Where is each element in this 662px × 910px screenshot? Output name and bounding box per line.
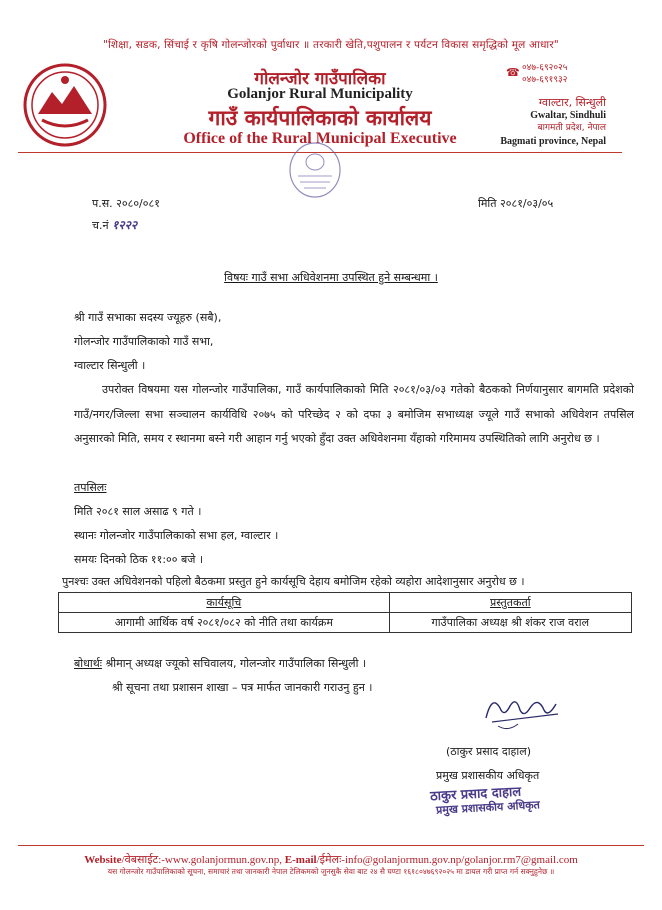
website-label: Website [84, 854, 122, 866]
municipality-name-en: Golanjor Rural Municipality [227, 86, 413, 102]
phone-numbers [522, 62, 567, 86]
agenda-header-presenter: प्रस्तुतकर्ता [389, 593, 631, 613]
office-name-en: Office of the Rural Municipal Executive [183, 130, 457, 147]
office-name-np: गाउँ कार्यपालिकाको कार्यालय [208, 106, 432, 130]
subject-text: विषयः गाउँ सभा अधिवेशनमा उपस्थित हुने सम्बन्धमा । [224, 271, 438, 284]
letter-subject [0, 270, 662, 285]
dispatch-label: च.नं [92, 219, 109, 232]
address-np: ग्वाल्टार, सिन्धुली [538, 96, 606, 109]
detail-place: स्थानः गोलन्जोर गाउँपालिकाको सभा हल, ग्वाल्टार । [74, 529, 279, 542]
footer-contact [0, 852, 662, 867]
reference-number: प.स. २०८०/०८१ [92, 197, 160, 210]
detail-time: समयः दिनको ठिक ११:०० बजे । [74, 553, 204, 566]
slogan: "शिक्षा, सडक, सिंचाई र कृषि गोलन्जोरको पुर्वाधार ॥ तरकारी खेति,पशुपालन र पर्यटन विकास समृद्धिको मूल आधार" [103, 39, 559, 51]
footer-notice: यस गोलन्जोर गाउँपालिकाको सूचना, समाचारं तथा जानकारी नेपाल टेलिकमको जुनसुकै सेवा बाट २४ सै घण्टा १६१८०४७६९२०२५ मा डायल गरी प्राप्त गर्न सक्नुहुनेछ ॥ [107, 867, 555, 876]
phone-2: ०४७-६९१९३२ [522, 75, 568, 85]
phone-icon: ☎ [506, 66, 520, 79]
postscript: पुनश्चः उक्त अधिवेशनको पहिलो बैठकमा प्रस्तुत हुने कार्यसूचि देहाय बमोजिम रहेको व्यहोरा आदेशानुसार अनुरोध छ । [62, 575, 525, 588]
letter-date: मिति २०८१/०३/०५ [478, 197, 554, 210]
cc-recipient-2: श्री सूचना तथा प्रशासन शाखा – पत्र मार्फत जानकारी गराउनु हुन । [112, 681, 373, 694]
office-seal-stamp [288, 140, 342, 200]
phone-1: ०४७-६९२०२५ [522, 63, 568, 73]
province-en: Bagmati province, Nepal [500, 136, 606, 147]
signer-designation: प्रमुख प्रशासकीय अधिकृत [436, 769, 540, 782]
signature-stamp-name: ठाकुर प्रसाद दाहाल [429, 784, 522, 805]
agenda-item-cell: आगामी आर्थिक वर्ष २०८१/०८२ को नीति तथा कार्यक्रम [59, 613, 390, 633]
cc-recipient-1: श्रीमान् अध्यक्ष ज्यूको सचिवालय, गोलन्जोर गाउँपालिका सिन्धुली । [102, 657, 367, 670]
agenda-header-item: कार्यसूचि [59, 593, 390, 613]
addressee-line-2: गोलन्जोर गाउँपालिकाको गाउँ सभा, [74, 335, 214, 348]
signer-name: (ठाकुर प्रसाद दाहाल) [446, 745, 531, 758]
signature-stamp-designation: प्रमुख प्रशासकीय अधिकृत [435, 798, 541, 817]
cc-line-1 [74, 656, 366, 671]
email-label: E-mail [284, 854, 317, 866]
table-row [59, 613, 632, 633]
email-link[interactable]: -info@golanjormun.gov.np/golanjor.rm7@gmail.com [341, 854, 578, 866]
cc-label: बोधार्थः [74, 657, 102, 670]
agenda-table [58, 592, 632, 633]
handwritten-signature [478, 688, 568, 732]
agenda-presenter-cell: गाउँपालिका अध्यक्ष श्री शंकर राज वराल [389, 613, 631, 633]
detail-date: मिति २०८१ साल असाढ ९ गते । [74, 505, 202, 518]
municipality-name-np: गोलन्जोर गाउँपालिका [254, 69, 386, 89]
dispatch-value: १२२२ [112, 218, 138, 232]
website-label-np: /वेबसाईट [121, 854, 159, 866]
letter-body: उपरोक्त विषयमा यस गोलन्जोर गाउँपालिका, गाउँ कार्यपालिकाको मिति २०८१/०३/०३ गतेको बैठकको निर्णयानुसार बागमति प्रदेशको गाउँ/नगर/जिल्ला सभा सञ्चालन कार्यविधि २०७५ को परिच्छेद २ को दफा ३ बमोजिम सभाध्यक्ष ज्यूले गाउँ सभाको अधिवेशन तपसिल अनुसारको मिति, समय र स्थानमा बस्ने गरी आहान गर्नु भएको हुँदा उक्त अधिवेशनमा यँहाको गरिमामय उपस्थितिको लागि अनुरोध छ । [74, 383, 634, 445]
province-np: बागमती प्रदेश, नेपाल [537, 123, 606, 133]
municipality-emblem [22, 62, 108, 148]
email-label-np: /ईमेलः [316, 854, 342, 866]
address-en: Gwaltar, Sindhuli [530, 110, 606, 121]
footer-rule [18, 845, 644, 846]
dispatch-number [92, 216, 137, 233]
addressee-line-1: श्री गाउँ सभाका सदस्य ज्यूहरु (सबै), [74, 311, 222, 324]
addressee-line-3: ग्वाल्टार सिन्धुली । [74, 359, 146, 372]
agenda-header-row [59, 593, 632, 613]
office-address [486, 96, 606, 148]
website-link[interactable]: :-www.golanjormun.gov.np, [158, 854, 283, 866]
details-heading: तपसिलः [74, 481, 107, 494]
